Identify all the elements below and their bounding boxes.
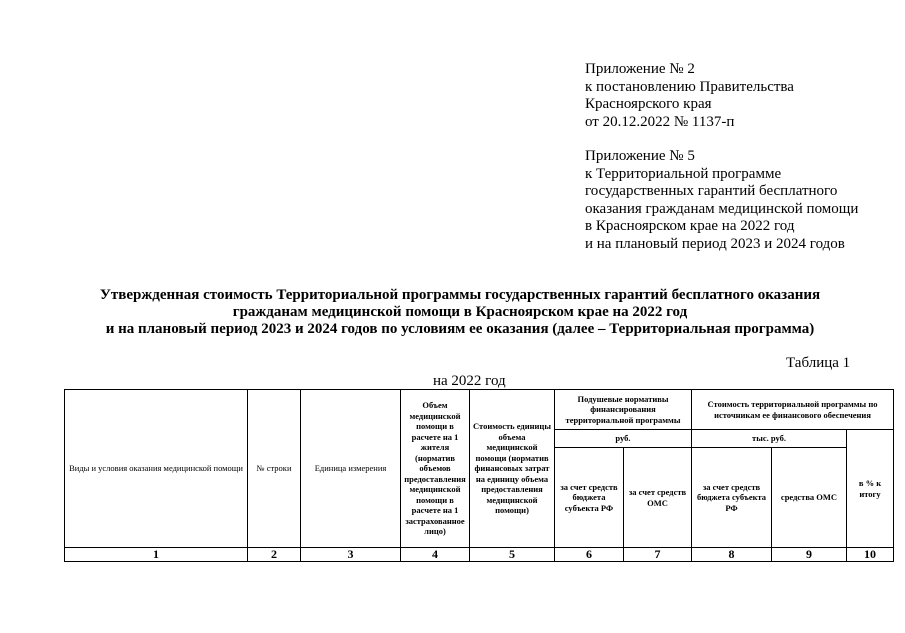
header-service-type: Виды и условия оказания медицинской помощи [65,390,248,548]
appendix-line: и на плановый период 2023 и 2024 годов [585,235,845,252]
header-percapita-group: Подушевые нормативы финансирования территориальной программы [555,390,692,430]
column-number: 6 [555,548,624,562]
header-cost-budget: за счет средств бюджета субъекта РФ [692,448,772,548]
header-cost-oms: средства ОМС [772,448,847,548]
cost-table [64,389,894,562]
column-number: 3 [301,548,401,562]
appendix-line: Красноярского края [585,96,712,112]
title-line: Утвержденная стоимость Территориальной программы государственных гарантий бесплатного оказания [99,287,821,303]
appendix-line: к Территориальной программе [585,165,782,182]
column-number: 2 [248,548,301,562]
title-line: гражданам медицинской помощи в Красноярском крае на 2022 год [232,304,688,320]
appendix-line: от 20.12.2022 № 1137-п [585,113,735,130]
appendix-line: государственных гарантий бесплатного [585,183,838,199]
appendix-line: к постановлению Правительства [585,78,794,95]
header-unit: Единица измерения [301,390,401,548]
appendix-block [585,61,858,253]
table-number-label: Таблица 1 [786,355,851,371]
header-unit-cost: Стоимость единицы объема медицинской помощи (норматив финансовых затрат на единицу объема предоставления медицинской помощи) [470,390,555,548]
appendix-line: Приложение № 5 [585,148,695,164]
column-number: 7 [624,548,692,562]
appendix-line: в Красноярском крае на 2022 год [585,218,795,234]
appendix-line: оказания гражданам медицинской помощи [585,200,859,217]
appendix-gap [585,131,858,148]
header-row-number: № строки [248,390,301,548]
column-number: 8 [692,548,772,562]
year-label: на 2022 год [433,373,506,389]
header-unit-rub: руб. [555,430,692,448]
document-title [60,287,860,338]
title-line: и на плановый период 2023 и 2024 годов по условиям ее оказания (далее – Территориальная программа) [105,321,815,337]
column-number: 9 [772,548,847,562]
header-unit-thousand-rub: тыс. руб. [692,430,847,448]
appendix-line: Приложение № 2 [585,61,695,77]
column-number: 1 [65,548,248,562]
header-percapita-oms: за счет средств ОМС [624,448,692,548]
header-volume: Объем медицинской помощи в расчете на 1 жителя (норматив объемов предоставления медицинской помощи в расчете на 1 застрахованное лицо) [401,390,470,548]
header-cost-group: Стоимость территориальной программы по источникам ее финансового обеспечения [692,390,894,430]
column-number: 5 [470,548,555,562]
column-number: 4 [401,548,470,562]
header-percapita-budget: за счет средств бюджета субъекта РФ [555,448,624,548]
column-number: 10 [847,548,894,562]
header-percent-total: в % к итогу [847,430,894,548]
